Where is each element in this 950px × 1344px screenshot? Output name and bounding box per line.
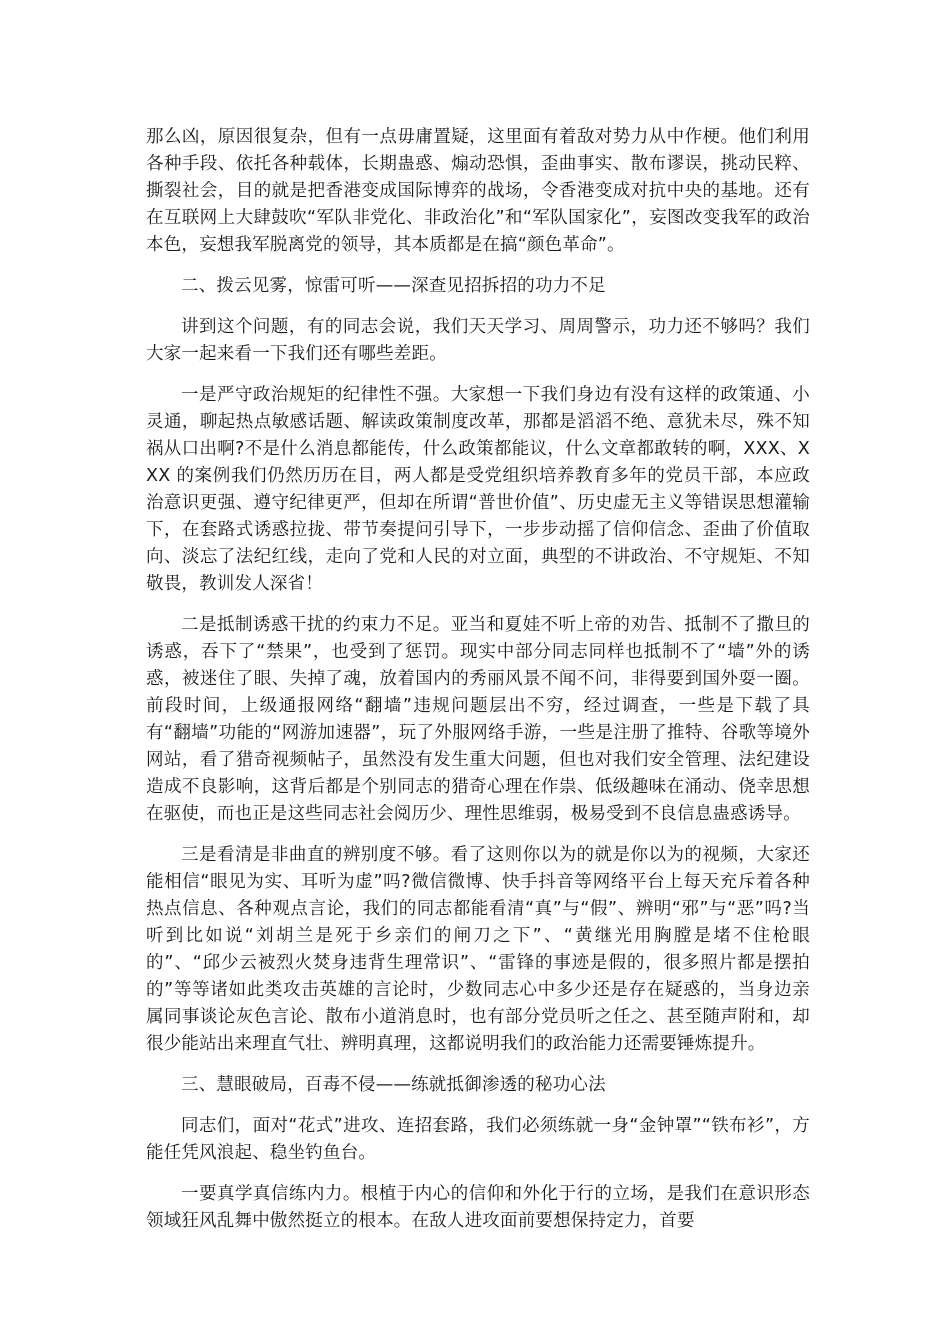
- paragraph-body: 二是抵制诱惑干扰的约束力不足。亚当和夏娃不听上帝的劝告、抵制不了撒旦的诱惑，吞下了“禁果”，也受到了惩罚。现实中部分同志同样也抵制不了“墙”外的诱惑，被迷住了眼、失掉了魂，放着国内的秀丽风景不闻不问，非得要到国外耍一圈。前段时间，上级通报网络“翻墙”违规问题层出不穷，经过调查，一些是下载了具有“翻墙”功能的“网游加速器”，玩了外服网络手游，一些是注册了推特、谷歌等境外网站，看了猎奇视频帖子，虽然没有发生重大问题，但也对我们安全管理、法纪建设造成不良影响，这背后都是个别同志的猎奇心理在作祟、低级趣味在涌动、侥幸思想在驱使，而也正是这些同志社会阅历少、理性思维弱，极易受到不良信息蛊惑诱导。: [146, 615, 810, 824]
- paragraph-body: 一是严守政治规矩的纪律性不强。大家想一下我们身边有没有这样的政策通、小灵通，聊起热点敏感话题、解读政策制度改革，那都是滔滔不绝、意犹未尽，殊不知祸从口出啊?不是什么消息都能传，什么政策都能议，什么文章都敢转的啊，XXX、XXX 的案例我们仍然历历在目，两人都是受党组织培养教育多年的党员干部，本应政治意识更强、遵守纪律更严，但却在所谓“普世价值”、历史虚无主义等错误思想灌输下，在套路式诱惑拉拢、带节奏提问引导下，一步步动摇了信仰信念、歪曲了价值取向、淡忘了法纪红线，走向了党和人民的对立面，典型的不讲政治、不守规矩、不知敬畏，教训发人深省！: [146, 385, 810, 594]
- paragraph-continuation: 那么凶，原因很复杂，但有一点毋庸置疑，这里面有着敌对势力从中作梗。他们利用各种手段、依托各种载体，长期蛊惑、煽动恐惧，歪曲事实、散布谬误，挑动民粹、撕裂社会，目的就是把香港变成国际博弈的战场，令香港变成对抗中央的基地。还有在互联网上大肆鼓吹“军队非党化、非政治化”和“军队国家化”，妄图改变我军的政治本色，妄想我军脱离党的领导，其本质都是在搞“颜色革命”。: [146, 127, 810, 255]
- document-page: [146, 124, 810, 1249]
- section-heading-3: 三、慧眼破局，百毒不侵——练就抵御渗透的秘功心法: [181, 1075, 606, 1095]
- paragraph-body: 一要真学真信练内力。根植于内心的信仰和外化于行的立场，是我们在意识形态领域狂风乱舞中傲然挺立的根本。在敌人进攻面前要想保持定力，首要: [146, 1184, 810, 1231]
- section-heading-2: 二、拨云见雾，惊雷可听——深查见招拆招的功力不足: [181, 276, 606, 296]
- paragraph-body: 讲到这个问题，有的同志会说，我们天天学习、周周警示，功力还不够吗？我们大家一起来看一下我们还有哪些差距。: [146, 317, 810, 364]
- paragraph-body: 同志们，面对“花式”进攻、连招套路，我们必须练就一身“金钟罩”“铁布衫”，方能任凭风浪起、稳坐钓鱼台。: [146, 1116, 810, 1163]
- paragraph-body: 三是看清是非曲直的辨别度不够。看了这则你以为的就是你以为的视频，大家还能相信“眼见为实、耳听为虚”吗?微信微博、快手抖音等网络平台上每天充斥着各种热点信息、各种观点言论，我们的同志都能看清“真”与“假”、辨明“邪”与“恶”吗?当听到比如说“刘胡兰是死于乡亲们的闸刀之下”、“黄继光用胸膛是堵不住枪眼的”、“邱少云被烈火焚身违背生理常识”、“雷锋的事迹是假的，很多照片都是摆拍的”等等诸如此类攻击英雄的言论时，少数同志心中多少还是存在疑惑的，当身边亲属同事谈论灰色言论、散布小道消息时，也有部分党员听之任之、甚至随声附和，却很少能站出来理直气壮、辨明真理，这都说明我们的政治能力还需要锤炼提升。: [146, 845, 810, 1054]
